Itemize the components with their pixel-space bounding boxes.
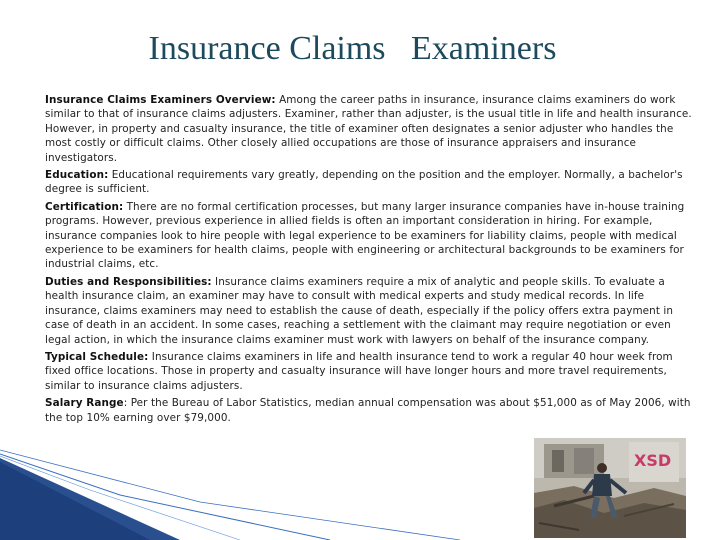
section-label: Typical Schedule:	[45, 350, 149, 363]
section-text: Insurance claims examiners in life and health insurance tend to work a regular 40 hour week from fixed office locations. Those in property and casualty insurance will have longer hours and more travel requirements, similar to insurance claims adjusters.	[45, 350, 673, 392]
worker-debris-photo	[534, 438, 686, 538]
section-label: Salary Range	[45, 397, 124, 410]
section-education	[45, 168, 695, 197]
section-label: Insurance Claims Examiners Overview:	[45, 94, 276, 106]
section-label: Certification:	[45, 200, 124, 213]
page-title: Insurance Claims Examiners	[148, 30, 557, 67]
section-certification	[45, 200, 695, 272]
section-text: : Per the Bureau of Labor Statistics, median annual compensation was about $51,000 as of May 2006, with the top 10% earning over $79,000.	[45, 397, 691, 424]
section-overview	[45, 93, 695, 165]
photo-illustration	[534, 438, 686, 538]
section-text: Educational requirements vary greatly, depending on the position and the employer. Normally, a bachelor's degree is sufficient.	[45, 169, 683, 196]
section-schedule	[45, 350, 695, 393]
section-label: Education:	[45, 169, 109, 182]
section-text: Insurance claims examiners require a mix of analytic and people skills. To evaluate a health insurance claim, an examiner may have to consult with medical experts and study medical records. In life insurance, claims examiners may need to establish the cause of death, especially if the policy offers extra payment in case of death in an accident. In some cases, reaching a settlement with the claimant may require negotiation or even legal action, in which the insurance claims examiner must work with lawyers on behalf of the insurance company.	[45, 275, 674, 346]
section-text: Among the career paths in insurance, insurance claims examiners do work similar to that of insurance claims adjusters. Examiner, rather than adjuster, is the usual title in life and health insurance. However, in property and casualty insurance, the title of examiner often designates a senior adjuster who handles the most costly or difficult claims. Other closely allied occupations are those of insurance appraisers and insurance investigators.	[45, 94, 692, 164]
graffiti-text: XSD	[634, 451, 672, 470]
corner-decoration	[0, 440, 560, 540]
section-text: There are no formal certification processes, but many larger insurance companies have in-house training programs. However, previous experience in allied fields is often an important consideration in hiring. For example, insurance companies look to hire people with legal experience to be examiners for liability claims, people with medical experience to be examiners for health claims, people with engineering or architectural backgrounds to be examiners for industrial claims, etc.	[45, 200, 685, 271]
section-label: Duties and Responsibilities:	[45, 275, 212, 288]
body-text	[45, 93, 695, 428]
section-duties	[45, 275, 695, 347]
section-salary	[45, 396, 695, 425]
